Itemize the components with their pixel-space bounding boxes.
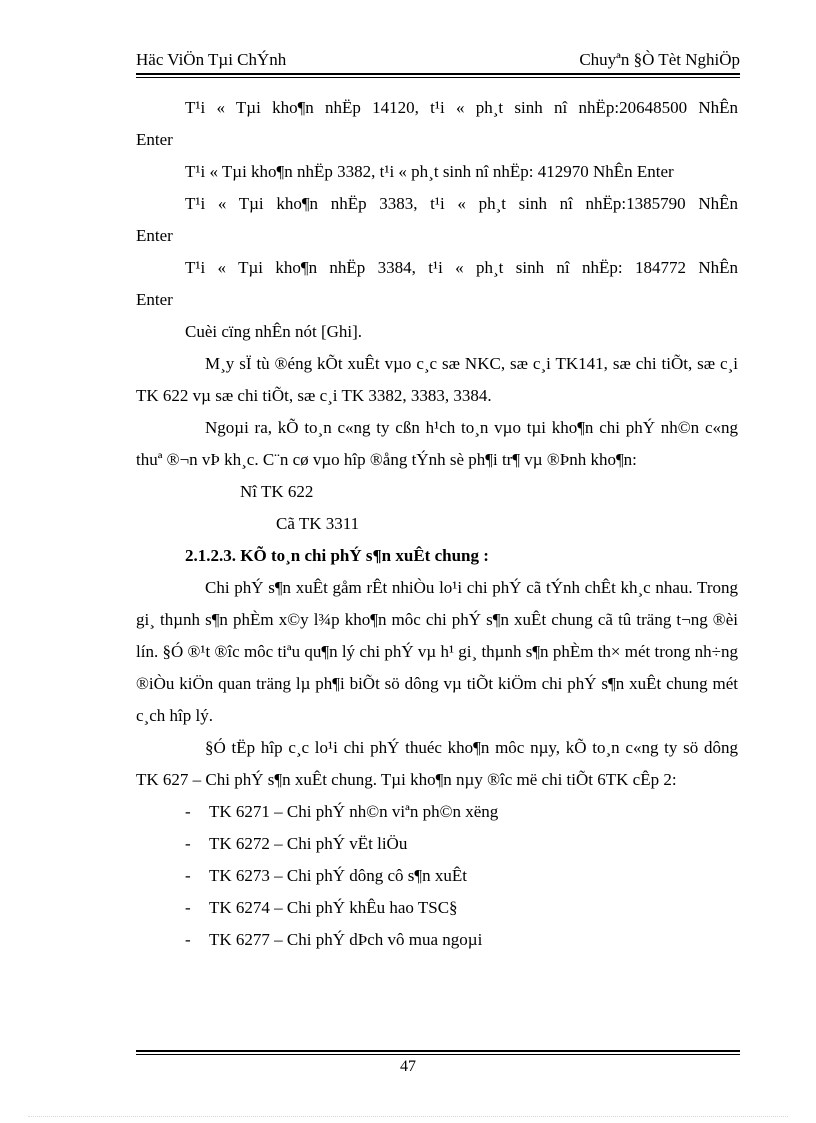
list-item xyxy=(136,796,738,828)
list-dash: - xyxy=(185,866,191,885)
paragraph-1-line-2: Enter xyxy=(136,130,173,149)
paragraph-5: Cuèi cïng nhÊn nót [Ghi]. xyxy=(185,322,363,341)
account-list xyxy=(136,796,738,956)
section-heading: 2.1.2.3. KÕ to¸n chi phÝ s¶n xuÊt chung : xyxy=(185,546,489,565)
list-dash: - xyxy=(185,802,191,821)
paragraph-4-line-1: T¹i « Tµi kho¶n nhËp 3384, t¹i « ph¸t sinh nî nhËp: 184772 NhÊn xyxy=(185,258,738,277)
list-dash: - xyxy=(185,834,191,853)
page-edge-divider xyxy=(28,1116,788,1117)
list-item-text: TK 6273 – Chi phÝ dông cô s¶n xuÊt xyxy=(209,866,467,885)
footer-rule-thin xyxy=(136,1054,740,1055)
paragraph-8: Chi phÝ s¶n xuÊt gåm rÊt nhiÒu lo¹i chi phÝ cã tÝnh chÊt kh¸c nhau. Trong gi¸ thµnh s¶n phÈm x©y l¾p kho¶n môc chi phÝ s¶n xuÊt chung cã tû träng t¬ng ®èi lín. §Ó ®¹t ®îc môc tiªu qu¶n lý chi phÝ vµ h¹ gi¸ thµnh s¶n phÈm th× mét trong nh÷ng ®iÒu kiÖn quan träng lµ ph¶i biÕt sö dông vµ tiÕt kiÖm chi phÝ s¶n xuÊt chung mét c¸ch hîp lý. xyxy=(136,578,738,725)
list-item xyxy=(136,860,738,892)
list-item-text: TK 6272 – Chi phÝ vËt liÖu xyxy=(209,834,408,853)
list-item-text: TK 6277 – Chi phÝ dÞch vô mua ngoµi xyxy=(209,930,483,949)
document-body xyxy=(136,92,738,956)
page-header xyxy=(136,50,740,72)
paragraph-9: §Ó tËp hîp c¸c lo¹i chi phÝ thuéc kho¶n môc nµy, kÕ to¸n c«ng ty sö dông TK 627 – Chi phÝ s¶n xuÊt chung. Tµi kho¶n nµy ®îc më chi tiÕt 6TK cÊp 2: xyxy=(136,738,738,789)
list-item xyxy=(136,892,738,924)
list-dash: - xyxy=(185,898,191,917)
footer-rule-thick xyxy=(136,1050,740,1052)
list-dash: - xyxy=(185,930,191,949)
paragraph-3-line-1: T¹i « Tµi kho¶n nhËp 3383, t¹i « ph¸t sinh nî nhËp:1385790 NhÊn xyxy=(185,194,738,213)
header-institution: Häc ViÖn Tµi ChÝnh xyxy=(136,50,287,69)
header-rule-thin xyxy=(136,77,740,78)
journal-entry-credit: Cã TK 3311 xyxy=(276,514,360,533)
paragraph-3-line-2: Enter xyxy=(136,226,173,245)
list-item xyxy=(136,828,738,860)
paragraph-6: M¸y sÏ tù ®éng kÕt xuÊt vµo c¸c sæ NKC, sæ c¸i TK141, sæ chi tiÕt, sæ c¸i TK 622 vµ sæ chi tiÕt, sæ c¸i TK 3382, 3383, 3384. xyxy=(136,354,738,405)
journal-entry-debit: Nî TK 622 xyxy=(240,482,314,501)
list-item-text: TK 6274 – Chi phÝ khÊu hao TSC§ xyxy=(209,898,458,917)
paragraph-4-line-2: Enter xyxy=(136,290,173,309)
list-item xyxy=(136,924,738,956)
page-number: 47 xyxy=(400,1058,416,1075)
header-rule-thick xyxy=(136,73,740,75)
header-document-type: Chuyªn §Ò Tèt NghiÖp xyxy=(579,50,740,69)
list-item-text: TK 6271 – Chi phÝ nh©n viªn ph©n xëng xyxy=(209,802,499,821)
paragraph-2: T¹i « Tµi kho¶n nhËp 3382, t¹i « ph¸t sinh nî nhËp: 412970 NhÊn Enter xyxy=(185,162,674,181)
paragraph-1-line-1: T¹i « Tµi kho¶n nhËp 14120, t¹i « ph¸t sinh nî nhËp:20648500 NhÊn xyxy=(185,98,738,117)
paragraph-7: Ngoµi ra, kÕ to¸n c«ng ty cßn h¹ch to¸n vµo tµi kho¶n chi phÝ nh©n c«ng thuª ®¬n vÞ kh¸c. C¨n cø vµo hîp ®ång tÝnh sè ph¶i tr¶ vµ ®Þnh kho¶n: xyxy=(136,418,738,469)
